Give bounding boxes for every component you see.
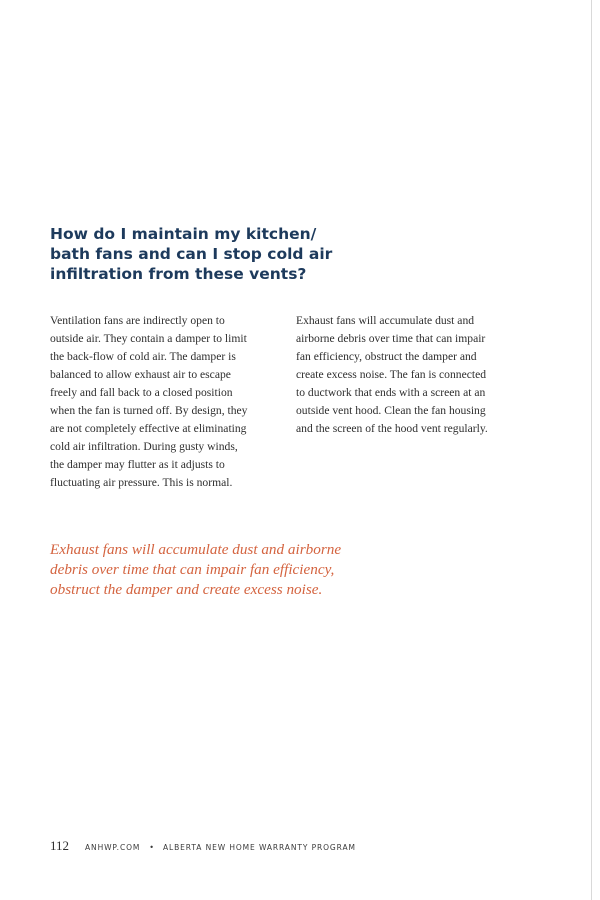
pull-quote bbox=[50, 540, 380, 600]
pull-quote-line: obstruct the damper and create excess noise. bbox=[50, 581, 323, 598]
heading-line: How do I maintain my kitchen/ bbox=[50, 225, 317, 243]
heading-line: bath fans and can I stop cold air bbox=[50, 245, 333, 263]
body-line: outside air. They contain a damper to limit bbox=[50, 332, 247, 345]
footer-bullet: • bbox=[149, 843, 154, 852]
body-line: Exhaust fans will accumulate dust and bbox=[296, 314, 475, 327]
body-line: fan efficiency, obstruct the damper and bbox=[296, 350, 477, 363]
section-heading bbox=[50, 224, 350, 284]
body-line: Ventilation fans are indirectly open to bbox=[50, 314, 225, 327]
body-column-left bbox=[50, 312, 282, 492]
body-line: airborne debris over time that can impair bbox=[296, 332, 486, 345]
body-line: and the screen of the hood vent regularly. bbox=[296, 422, 488, 435]
body-column-right bbox=[296, 312, 528, 438]
body-line: fluctuating air pressure. This is normal. bbox=[50, 476, 233, 489]
footer-site-link[interactable]: ANHWP.COM bbox=[85, 843, 141, 852]
page-edge bbox=[591, 0, 600, 900]
body-line: outside vent hood. Clean the fan housing bbox=[296, 404, 486, 417]
pull-quote-line: Exhaust fans will accumulate dust and airborne bbox=[50, 541, 342, 558]
body-line: create excess noise. The fan is connected bbox=[296, 368, 487, 381]
heading-line: infiltration from these vents? bbox=[50, 265, 307, 283]
body-line: cold air infiltration. During gusty winds, bbox=[50, 440, 238, 453]
body-line: the damper may flutter as it adjusts to bbox=[50, 458, 225, 471]
pull-quote-line: debris over time that can impair fan efficiency, bbox=[50, 561, 335, 578]
footer-organization: ALBERTA NEW HOME WARRANTY PROGRAM bbox=[163, 843, 356, 852]
body-line: to ductwork that ends with a screen at an bbox=[296, 386, 486, 399]
body-line: the back-flow of cold air. The damper is bbox=[50, 350, 236, 363]
body-line: balanced to allow exhaust air to escape bbox=[50, 368, 231, 381]
body-line: freely and fall back to a closed position bbox=[50, 386, 233, 399]
page-number: 112 bbox=[50, 838, 70, 853]
body-line: are not completely effective at eliminating bbox=[50, 422, 247, 435]
body-line: when the fan is turned off. By design, they bbox=[50, 404, 248, 417]
page-footer bbox=[50, 838, 356, 856]
